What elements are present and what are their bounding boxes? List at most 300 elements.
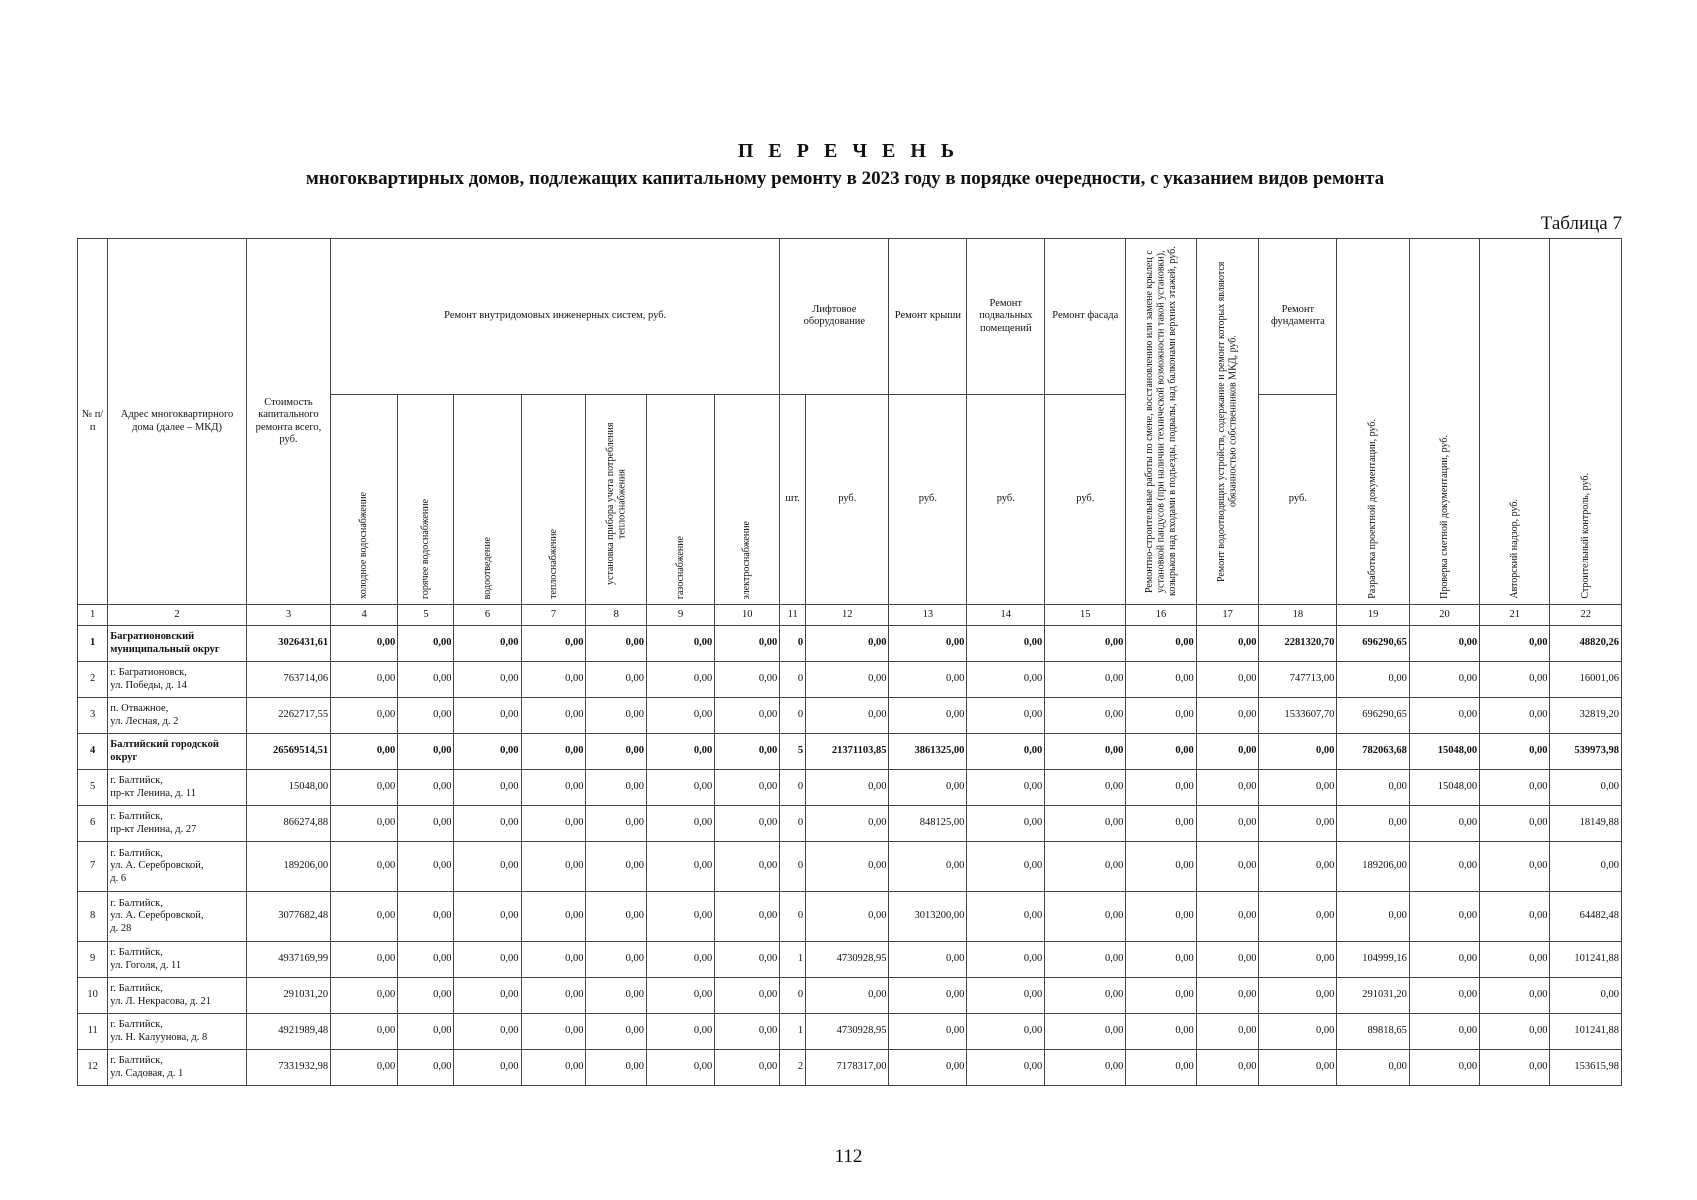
header-num: № п/п	[78, 239, 108, 605]
cell-col-5: 0,00	[398, 892, 454, 942]
header-roof: Ремонт крыши	[889, 239, 967, 395]
cell-col-6: 0,00	[454, 978, 521, 1014]
address-line: д. 28	[110, 922, 132, 934]
column-number: 5	[398, 605, 454, 626]
cell-col-3: 15048,00	[246, 770, 330, 806]
cell-col-18: 2281320,70	[1259, 626, 1337, 662]
cell-col-7: 0,00	[521, 842, 586, 892]
cell-col-17: 0,00	[1196, 1014, 1259, 1050]
cell-col-12: 0,00	[806, 698, 889, 734]
cell-col-19: 0,00	[1337, 1050, 1409, 1086]
cell-col-6: 0,00	[454, 626, 521, 662]
header-gas	[647, 394, 715, 604]
cell-col-4: 0,00	[331, 942, 398, 978]
cell-col-18: 0,00	[1259, 734, 1337, 770]
row-number: 1	[78, 626, 108, 662]
cell-col-5: 0,00	[398, 806, 454, 842]
address-line: п. Отважное,	[110, 703, 169, 715]
header-basement: Ремонт подвальных помещений	[967, 239, 1045, 395]
cell-col-22: 0,00	[1550, 978, 1622, 1014]
cell-col-13: 0,00	[889, 978, 967, 1014]
table-row	[78, 1050, 1622, 1086]
cell-col-13: 0,00	[889, 842, 967, 892]
cell-col-22: 101241,88	[1550, 1014, 1622, 1050]
cell-col-9: 0,00	[647, 734, 715, 770]
address-line: ул. Победы, д. 14	[110, 679, 187, 691]
header-foundation: Ремонт фундамента	[1259, 239, 1337, 395]
header-cold-water	[331, 394, 398, 604]
page-number: 112	[834, 1146, 863, 1167]
cell-col-18: 1533607,70	[1259, 698, 1337, 734]
cell-col-5: 0,00	[398, 734, 454, 770]
cell-col-4: 0,00	[331, 698, 398, 734]
table-row	[78, 770, 1622, 806]
cell-col-14: 0,00	[967, 1050, 1045, 1086]
cell-col-17: 0,00	[1196, 892, 1259, 942]
cell-col-15: 0,00	[1045, 806, 1126, 842]
cell-col-18: 0,00	[1259, 770, 1337, 806]
table-row	[78, 662, 1622, 698]
cell-col-9: 0,00	[647, 662, 715, 698]
column-number: 21	[1480, 605, 1550, 626]
header-hot-water-text: горячее водоснабжение	[420, 499, 432, 599]
cell-col-17: 0,00	[1196, 734, 1259, 770]
cell-col-15: 0,00	[1045, 1050, 1126, 1086]
cell-col-20: 0,00	[1409, 806, 1479, 842]
cell-col-14: 0,00	[967, 662, 1045, 698]
cell-col-10: 0,00	[715, 770, 780, 806]
header-electric	[715, 394, 780, 604]
cell-col-17: 0,00	[1196, 978, 1259, 1014]
cell-col-3: 3077682,48	[246, 892, 330, 942]
cell-col-14: 0,00	[967, 892, 1045, 942]
header-facade-unit: руб.	[1045, 394, 1126, 604]
cell-col-4: 0,00	[331, 734, 398, 770]
cell-col-11: 0	[780, 770, 806, 806]
header-heat-meter-text: установка прибора учета потребления теплоснабжения	[604, 422, 628, 586]
cell-col-8: 0,00	[586, 806, 647, 842]
cell-col-20: 0,00	[1409, 626, 1479, 662]
cell-col-20: 0,00	[1409, 1014, 1479, 1050]
address-line: ул. Гоголя, д. 11	[110, 959, 182, 971]
cell-col-5: 0,00	[398, 626, 454, 662]
cell-col-9: 0,00	[647, 1014, 715, 1050]
cell-col-18: 747713,00	[1259, 662, 1337, 698]
cell-col-4: 0,00	[331, 1050, 398, 1086]
cell-col-16: 0,00	[1126, 806, 1196, 842]
address-line: ул. Л. Некрасова, д. 21	[110, 995, 211, 1007]
column-number: 8	[586, 605, 647, 626]
header-engineering: Ремонт внутридомовых инженерных систем, руб.	[331, 239, 780, 395]
cell-col-13: 848125,00	[889, 806, 967, 842]
cell-col-4: 0,00	[331, 770, 398, 806]
cell-col-22: 32819,20	[1550, 698, 1622, 734]
column-number: 10	[715, 605, 780, 626]
header-elevator-unit-pcs: шт.	[780, 394, 806, 604]
row-address	[108, 1050, 246, 1086]
cell-col-21: 0,00	[1480, 626, 1550, 662]
column-number: 11	[780, 605, 806, 626]
cell-col-8: 0,00	[586, 892, 647, 942]
cell-col-11: 0	[780, 978, 806, 1014]
column-number: 9	[647, 605, 715, 626]
address-line: д. 6	[110, 872, 127, 884]
cell-col-8: 0,00	[586, 978, 647, 1014]
address-line: ул. А. Серебровской,	[110, 860, 204, 872]
cell-col-6: 0,00	[454, 1014, 521, 1050]
cell-col-12: 0,00	[806, 770, 889, 806]
cell-col-20: 0,00	[1409, 892, 1479, 942]
table-row	[78, 1014, 1622, 1050]
cell-col-11: 0	[780, 698, 806, 734]
column-number: 1	[78, 605, 108, 626]
table-label: Таблица 7	[1540, 213, 1622, 234]
cell-col-12: 0,00	[806, 806, 889, 842]
address-line: г. Балтийск,	[110, 811, 163, 823]
cell-col-5: 0,00	[398, 842, 454, 892]
cell-col-7: 0,00	[521, 942, 586, 978]
cell-col-19: 696290,65	[1337, 626, 1409, 662]
row-number: 2	[78, 662, 108, 698]
cell-col-7: 0,00	[521, 698, 586, 734]
header-foundation-unit: руб.	[1259, 394, 1337, 604]
row-number: 8	[78, 892, 108, 942]
cell-col-17: 0,00	[1196, 698, 1259, 734]
cell-col-21: 0,00	[1480, 698, 1550, 734]
cell-col-14: 0,00	[967, 978, 1045, 1014]
cell-col-8: 0,00	[586, 770, 647, 806]
address-line: г. Балтийск,	[110, 775, 163, 787]
header-heat-meter	[586, 394, 647, 604]
cell-col-20: 0,00	[1409, 1050, 1479, 1086]
document-subtitle: многоквартирных домов, подлежащих капитальному ремонту в 2023 году в порядке очередности, с указанием видов ремонта	[305, 168, 1385, 189]
cell-col-20: 0,00	[1409, 978, 1479, 1014]
column-number: 2	[108, 605, 246, 626]
cell-col-16: 0,00	[1126, 734, 1196, 770]
cell-col-10: 0,00	[715, 978, 780, 1014]
cell-col-13: 0,00	[889, 942, 967, 978]
cell-col-12: 0,00	[806, 626, 889, 662]
row-address	[108, 1014, 246, 1050]
cell-col-22: 64482,48	[1550, 892, 1622, 942]
cell-col-3: 763714,06	[246, 662, 330, 698]
cell-col-4: 0,00	[331, 626, 398, 662]
cell-col-15: 0,00	[1045, 734, 1126, 770]
row-address	[108, 978, 246, 1014]
cell-col-17: 0,00	[1196, 626, 1259, 662]
cell-col-19: 0,00	[1337, 770, 1409, 806]
cell-col-4: 0,00	[331, 978, 398, 1014]
cell-col-21: 0,00	[1480, 942, 1550, 978]
cell-col-21: 0,00	[1480, 978, 1550, 1014]
cell-col-22: 153615,98	[1550, 1050, 1622, 1086]
row-address	[108, 698, 246, 734]
cell-col-6: 0,00	[454, 662, 521, 698]
cell-col-3: 4937169,99	[246, 942, 330, 978]
row-address	[108, 734, 246, 770]
cell-col-17: 0,00	[1196, 842, 1259, 892]
cell-col-11: 0	[780, 626, 806, 662]
header-construction	[1126, 239, 1196, 605]
address-line: пр-кт Ленина, д. 27	[110, 823, 197, 835]
cell-col-19: 89818,65	[1337, 1014, 1409, 1050]
cell-col-10: 0,00	[715, 842, 780, 892]
cell-col-22: 0,00	[1550, 770, 1622, 806]
cell-col-13: 0,00	[889, 698, 967, 734]
cell-col-17: 0,00	[1196, 1050, 1259, 1086]
address-line: г. Балтийск,	[110, 983, 163, 995]
address-line: ул. Н. Калуунова, д. 8	[110, 1031, 208, 1043]
cell-col-6: 0,00	[454, 698, 521, 734]
cell-col-20: 0,00	[1409, 698, 1479, 734]
cell-col-9: 0,00	[647, 978, 715, 1014]
cell-col-15: 0,00	[1045, 978, 1126, 1014]
address-line: ул. А. Серебровской,	[110, 910, 204, 922]
header-gas-text: газоснабжение	[674, 535, 686, 599]
cell-col-7: 0,00	[521, 770, 586, 806]
cell-col-15: 0,00	[1045, 942, 1126, 978]
cell-col-17: 0,00	[1196, 806, 1259, 842]
cell-col-18: 0,00	[1259, 942, 1337, 978]
cell-col-4: 0,00	[331, 662, 398, 698]
cell-col-12: 21371103,85	[806, 734, 889, 770]
cell-col-16: 0,00	[1126, 842, 1196, 892]
cell-col-4: 0,00	[331, 842, 398, 892]
header-author-supervision-text: Авторский надзор, руб.	[1509, 499, 1521, 599]
column-number: 4	[331, 605, 398, 626]
cell-col-10: 0,00	[715, 806, 780, 842]
cell-col-6: 0,00	[454, 892, 521, 942]
cell-col-11: 0	[780, 662, 806, 698]
cell-col-3: 866274,88	[246, 806, 330, 842]
cell-col-8: 0,00	[586, 734, 647, 770]
cell-col-22: 48820,26	[1550, 626, 1622, 662]
cell-col-16: 0,00	[1126, 770, 1196, 806]
header-electric-text: электроснабжение	[741, 520, 753, 599]
cell-col-15: 0,00	[1045, 770, 1126, 806]
address-line: г. Балтийск,	[110, 848, 163, 860]
row-number: 6	[78, 806, 108, 842]
header-drainage-text: водоотведение	[481, 536, 493, 599]
cell-col-22: 18149,88	[1550, 806, 1622, 842]
column-number: 19	[1337, 605, 1409, 626]
row-number: 7	[78, 842, 108, 892]
row-number: 11	[78, 1014, 108, 1050]
address-line: Багратионовский	[110, 631, 195, 643]
cell-col-16: 0,00	[1126, 626, 1196, 662]
cell-col-21: 0,00	[1480, 662, 1550, 698]
cell-col-9: 0,00	[647, 626, 715, 662]
header-construction-control-text: Строительный контроль, руб.	[1579, 473, 1591, 599]
header-estimate-check	[1409, 239, 1479, 605]
cell-col-8: 0,00	[586, 1014, 647, 1050]
cell-col-20: 15048,00	[1409, 734, 1479, 770]
cell-col-15: 0,00	[1045, 698, 1126, 734]
header-drainage	[454, 394, 521, 604]
cell-col-19: 291031,20	[1337, 978, 1409, 1014]
cell-col-19: 0,00	[1337, 806, 1409, 842]
column-number: 17	[1196, 605, 1259, 626]
cell-col-21: 0,00	[1480, 734, 1550, 770]
cell-col-15: 0,00	[1045, 842, 1126, 892]
cell-col-5: 0,00	[398, 770, 454, 806]
cell-col-11: 1	[780, 942, 806, 978]
column-number: 16	[1126, 605, 1196, 626]
cell-col-15: 0,00	[1045, 1014, 1126, 1050]
header-construction-text: Ремонтно-строительные работы по смене, восстановлению или замене крылец с установкой пандусов (при наличии технической возможности такой установки), козырьков над входами в подъезды, подвалы, над балконами верхних этажей, руб.	[1143, 246, 1178, 597]
cell-col-13: 0,00	[889, 1014, 967, 1050]
cell-col-18: 0,00	[1259, 806, 1337, 842]
cell-col-12: 0,00	[806, 892, 889, 942]
header-drain-devices	[1196, 239, 1259, 605]
cell-col-13: 0,00	[889, 770, 967, 806]
table-row	[78, 806, 1622, 842]
cell-col-9: 0,00	[647, 942, 715, 978]
table-row	[78, 698, 1622, 734]
cell-col-10: 0,00	[715, 698, 780, 734]
cell-col-16: 0,00	[1126, 1050, 1196, 1086]
cell-col-12: 0,00	[806, 662, 889, 698]
cell-col-10: 0,00	[715, 892, 780, 942]
column-number: 7	[521, 605, 586, 626]
cell-col-5: 0,00	[398, 1050, 454, 1086]
cell-col-9: 0,00	[647, 770, 715, 806]
cell-col-20: 0,00	[1409, 842, 1479, 892]
cell-col-12: 0,00	[806, 842, 889, 892]
table-row	[78, 626, 1622, 662]
row-number: 12	[78, 1050, 108, 1086]
cell-col-21: 0,00	[1480, 806, 1550, 842]
cell-col-17: 0,00	[1196, 942, 1259, 978]
table-row	[78, 892, 1622, 942]
cell-col-5: 0,00	[398, 698, 454, 734]
row-number: 3	[78, 698, 108, 734]
cell-col-15: 0,00	[1045, 626, 1126, 662]
column-number: 12	[806, 605, 889, 626]
cell-col-6: 0,00	[454, 770, 521, 806]
row-number: 4	[78, 734, 108, 770]
column-number: 13	[889, 605, 967, 626]
cell-col-5: 0,00	[398, 978, 454, 1014]
row-address	[108, 626, 246, 662]
address-line: округ	[110, 751, 138, 763]
table-row	[78, 734, 1622, 770]
cell-col-3: 189206,00	[246, 842, 330, 892]
column-number: 3	[246, 605, 330, 626]
cell-col-19: 0,00	[1337, 892, 1409, 942]
header-heating-text: теплоснабжение	[547, 529, 559, 599]
cell-col-10: 0,00	[715, 942, 780, 978]
header-construction-control	[1550, 239, 1622, 605]
cell-col-11: 5	[780, 734, 806, 770]
cell-col-12: 4730928,95	[806, 1014, 889, 1050]
row-address	[108, 770, 246, 806]
cell-col-5: 0,00	[398, 942, 454, 978]
address-line: г. Балтийск,	[110, 947, 163, 959]
row-address	[108, 806, 246, 842]
cell-col-20: 0,00	[1409, 942, 1479, 978]
cell-col-12: 4730928,95	[806, 942, 889, 978]
cell-col-3: 4921989,48	[246, 1014, 330, 1050]
header-project-docs-text: Разработка проектной документации, руб.	[1367, 419, 1379, 599]
cell-col-10: 0,00	[715, 626, 780, 662]
column-number: 14	[967, 605, 1045, 626]
cell-col-7: 0,00	[521, 1014, 586, 1050]
cell-col-21: 0,00	[1480, 1050, 1550, 1086]
cell-col-16: 0,00	[1126, 1014, 1196, 1050]
header-facade: Ремонт фасада	[1045, 239, 1126, 395]
cell-col-7: 0,00	[521, 806, 586, 842]
cell-col-14: 0,00	[967, 1014, 1045, 1050]
cell-col-10: 0,00	[715, 1050, 780, 1086]
cell-col-20: 0,00	[1409, 662, 1479, 698]
cell-col-8: 0,00	[586, 662, 647, 698]
cell-col-7: 0,00	[521, 626, 586, 662]
header-address: Адрес многоквартирного дома (далее – МКД)	[108, 239, 246, 605]
address-line: Балтийский городской	[110, 739, 219, 751]
cell-col-18: 0,00	[1259, 978, 1337, 1014]
cell-col-5: 0,00	[398, 1014, 454, 1050]
column-number: 6	[454, 605, 521, 626]
row-address	[108, 892, 246, 942]
cell-col-11: 0	[780, 842, 806, 892]
cell-col-3: 7331932,98	[246, 1050, 330, 1086]
cell-col-4: 0,00	[331, 892, 398, 942]
cell-col-6: 0,00	[454, 734, 521, 770]
cell-col-14: 0,00	[967, 770, 1045, 806]
cell-col-18: 0,00	[1259, 1014, 1337, 1050]
cell-col-12: 7178317,00	[806, 1050, 889, 1086]
cell-col-14: 0,00	[967, 626, 1045, 662]
header-elevator-unit-rub: руб.	[806, 394, 889, 604]
table-header	[78, 239, 1622, 626]
table-row	[78, 942, 1622, 978]
table-body	[78, 626, 1622, 1086]
cell-col-11: 0	[780, 892, 806, 942]
cell-col-11: 1	[780, 1014, 806, 1050]
cell-col-14: 0,00	[967, 942, 1045, 978]
cell-col-21: 0,00	[1480, 1014, 1550, 1050]
column-number-row	[78, 605, 1622, 626]
cell-col-3: 26569514,51	[246, 734, 330, 770]
cell-col-3: 3026431,61	[246, 626, 330, 662]
cell-col-15: 0,00	[1045, 662, 1126, 698]
cell-col-7: 0,00	[521, 662, 586, 698]
cell-col-8: 0,00	[586, 626, 647, 662]
cell-col-18: 0,00	[1259, 1050, 1337, 1086]
column-number: 20	[1409, 605, 1479, 626]
cell-col-19: 696290,65	[1337, 698, 1409, 734]
row-number: 5	[78, 770, 108, 806]
cell-col-4: 0,00	[331, 1014, 398, 1050]
cell-col-16: 0,00	[1126, 942, 1196, 978]
cell-col-6: 0,00	[454, 842, 521, 892]
address-line: ул. Лесная, д. 2	[110, 715, 179, 727]
cell-col-9: 0,00	[647, 842, 715, 892]
cell-col-12: 0,00	[806, 978, 889, 1014]
cell-col-10: 0,00	[715, 662, 780, 698]
header-hot-water	[398, 394, 454, 604]
cell-col-6: 0,00	[454, 806, 521, 842]
cell-col-13: 0,00	[889, 662, 967, 698]
header-author-supervision	[1480, 239, 1550, 605]
cell-col-8: 0,00	[586, 1050, 647, 1086]
cell-col-9: 0,00	[647, 806, 715, 842]
row-number: 10	[78, 978, 108, 1014]
cell-col-16: 0,00	[1126, 662, 1196, 698]
address-line: муниципальный округ	[110, 643, 220, 655]
cell-col-19: 782063,68	[1337, 734, 1409, 770]
